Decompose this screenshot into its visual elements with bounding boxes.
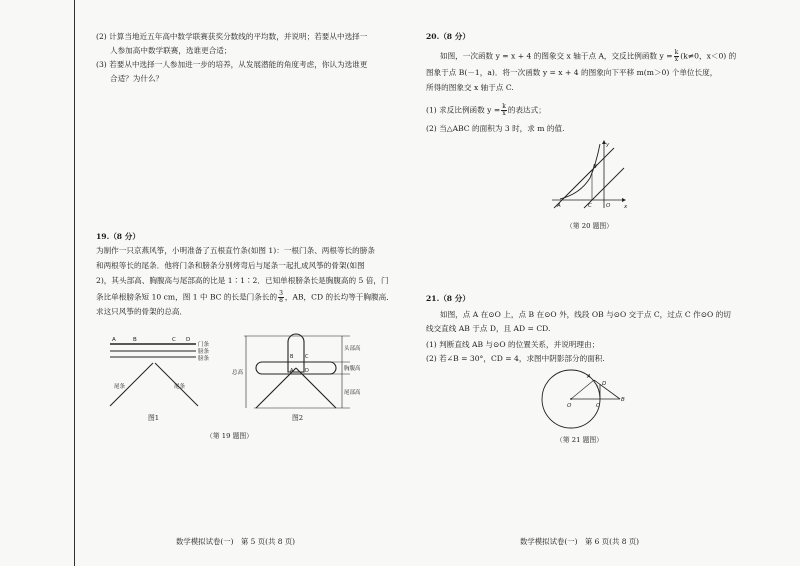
q19-fraction	[278, 291, 284, 304]
q20-line3: 所得的图象交 x 轴于点 C.	[426, 83, 514, 92]
q20-line1-part2: (k≠0，x＜0) 的	[680, 51, 737, 61]
q19-line4-part2: ，AB，CD 的长均等于胸腹高．	[284, 292, 394, 302]
fig20-x-arrow	[622, 198, 626, 202]
left-footer: 数学模拟试卷(一) 第 5 页(共 8 页)	[176, 537, 296, 546]
fig1-label-D: D	[186, 337, 191, 343]
q19-fraction-numerator: 3	[279, 290, 283, 297]
q20-fraction-k-over-x	[674, 50, 680, 63]
fig1-label-tail2: 尾条	[174, 384, 186, 390]
q20-part1-text: (1) 求反比例函数 y =	[426, 105, 501, 115]
fig20-label-x: x	[624, 204, 628, 210]
fig20-hyperbola	[560, 144, 600, 199]
fig1-label-tail1: 尾条	[114, 384, 126, 390]
q21-line1: 如图，点 A 在⊙O 上，点 B 在⊙O 外，线段 OB 与⊙O 交于点 C，过点 C 作⊙O 的切	[440, 310, 731, 319]
fig1-label-wing1: 膀条	[198, 349, 210, 355]
q19-fraction-denominator: 8	[279, 297, 283, 304]
fig2-label-C: C	[305, 354, 309, 360]
fig21-radius-OA	[571, 380, 594, 399]
q21-heading: 21.（8 分）	[426, 294, 470, 303]
fig2-label-A: A	[290, 368, 294, 374]
q18-part3-line1: (3) 若要从中选择一人参加进一步的培养，从发展潜能的角度考虑，你认为选谁更	[96, 60, 368, 69]
binding-margin-line	[74, 0, 75, 566]
fig1-label-wing2: 膀条	[198, 356, 210, 362]
q20-part1-tail: 的表达式；	[507, 105, 546, 115]
q19-heading: 19.（8 分）	[96, 232, 140, 241]
q20-line1-part1: 如图，一次函数 y = x + 4 的图象交 x 轴于点 A，交反比例函数 y =	[440, 51, 673, 61]
q20-part1	[426, 104, 546, 117]
q20-part1-fraction	[501, 104, 507, 117]
right-page	[400, 0, 800, 566]
fig1-label-A: A	[112, 337, 116, 343]
fig2-label-D: D	[305, 368, 309, 374]
q21-part2: (2) 若∠B = 30°，CD = 4，求图中阴影部分的面积.	[426, 354, 605, 363]
q19-line1: 为制作一只京燕风筝，小明准备了五根直竹条(如图 1)：一根门条、两根等长的膀条	[96, 246, 375, 255]
q20-line1	[440, 50, 736, 63]
q20-part1-frac-x: x	[502, 110, 506, 117]
fig21-label-B: B	[621, 397, 625, 403]
fig20-triangle-AB	[562, 170, 592, 200]
fig21-line-AB	[594, 380, 620, 399]
figure-2-kite-frame	[232, 332, 362, 414]
fig1-label-B: B	[133, 337, 137, 343]
fig21-label-O: O	[567, 403, 572, 409]
fig20-label-C: C	[588, 203, 592, 209]
q19-line4-part1: 条比单根膀条短 10 cm，图 1 中 BC 的长是门条长的	[96, 292, 278, 302]
fig20-label-O: O	[606, 203, 611, 209]
fig2-label-tail: 尾部高	[344, 390, 361, 396]
fig2-label-total: 总高	[232, 370, 244, 376]
figure-20-graph	[550, 138, 630, 210]
fig1-label-C: C	[172, 337, 176, 343]
fig21-label-C: C	[596, 403, 600, 409]
q21-part1: (1) 判断直线 AB 与⊙O 的位置关系，并说明理由；	[426, 340, 600, 349]
q20-frac-x: x	[674, 56, 679, 63]
q20-part2: (2) 当△ABC 的面积为 3 时，求 m 的值.	[426, 124, 565, 133]
q19-line2: 和两根等长的尾条．他将门条和膀条分别烤弯后与尾条一起扎成风筝的骨架(如图	[96, 261, 365, 270]
q20-frac-k: k	[674, 49, 679, 56]
fig20-label-A: A	[557, 203, 561, 209]
q20-part1-frac-k: k	[502, 103, 506, 110]
fig21-label-D: D	[602, 381, 607, 387]
q19-figure-caption: （第 19 题图）	[206, 432, 253, 440]
fig20-label-y: y	[606, 142, 610, 148]
fig2-caption: 图2	[292, 414, 304, 422]
q20-heading: 20.（8 分）	[426, 32, 470, 41]
fig1-caption: 图1	[148, 414, 160, 422]
q18-part2-line2: 人参加高中数学联赛，选谁更合适；	[110, 46, 232, 55]
fig20-caption: （第 20 题图）	[566, 222, 613, 230]
fig1-label-door: 门条	[198, 342, 210, 348]
q18-part3-line2: 合适？为什么？	[110, 74, 164, 83]
q18-part2-line1: (2) 计算当地近五年高中数学联赛获奖分数线的平均数，并说明；若要从中选择一	[96, 32, 368, 41]
q20-line2: 图象于点 B(－1，a)．将一次函数 y = x + 4 的图象向下平移 m(m＞0) 个单位长度，	[426, 68, 718, 77]
fig20-label-B: B	[593, 164, 597, 170]
fig2-label-B: B	[290, 354, 294, 360]
fig21-label-A: A	[587, 374, 591, 380]
fig21-center-dot	[570, 398, 572, 400]
q19-line5: 求这只风筝的骨架的总高．	[96, 307, 188, 316]
fig21-caption: （第 21 题图）	[556, 436, 603, 444]
fig2-door-loop	[288, 334, 304, 372]
q19-line3: 2)，其头部高、胸腹高与尾部高的比是 1∶1∶2．已知单根膀条长是胸腹高的 5 倍，门	[96, 276, 389, 285]
fig2-label-chest: 胸腹高	[344, 366, 361, 372]
figure-21-circle	[540, 366, 630, 430]
fig2-label-head: 头部高	[344, 346, 361, 352]
q19-line4	[96, 291, 394, 304]
q21-line2: 线交直线 AB 于点 D，且 AD = CD.	[426, 324, 551, 333]
figure-1-sticks	[100, 332, 210, 412]
right-footer: 数学模拟试卷(一) 第 6 页(共 8 页)	[520, 537, 640, 546]
